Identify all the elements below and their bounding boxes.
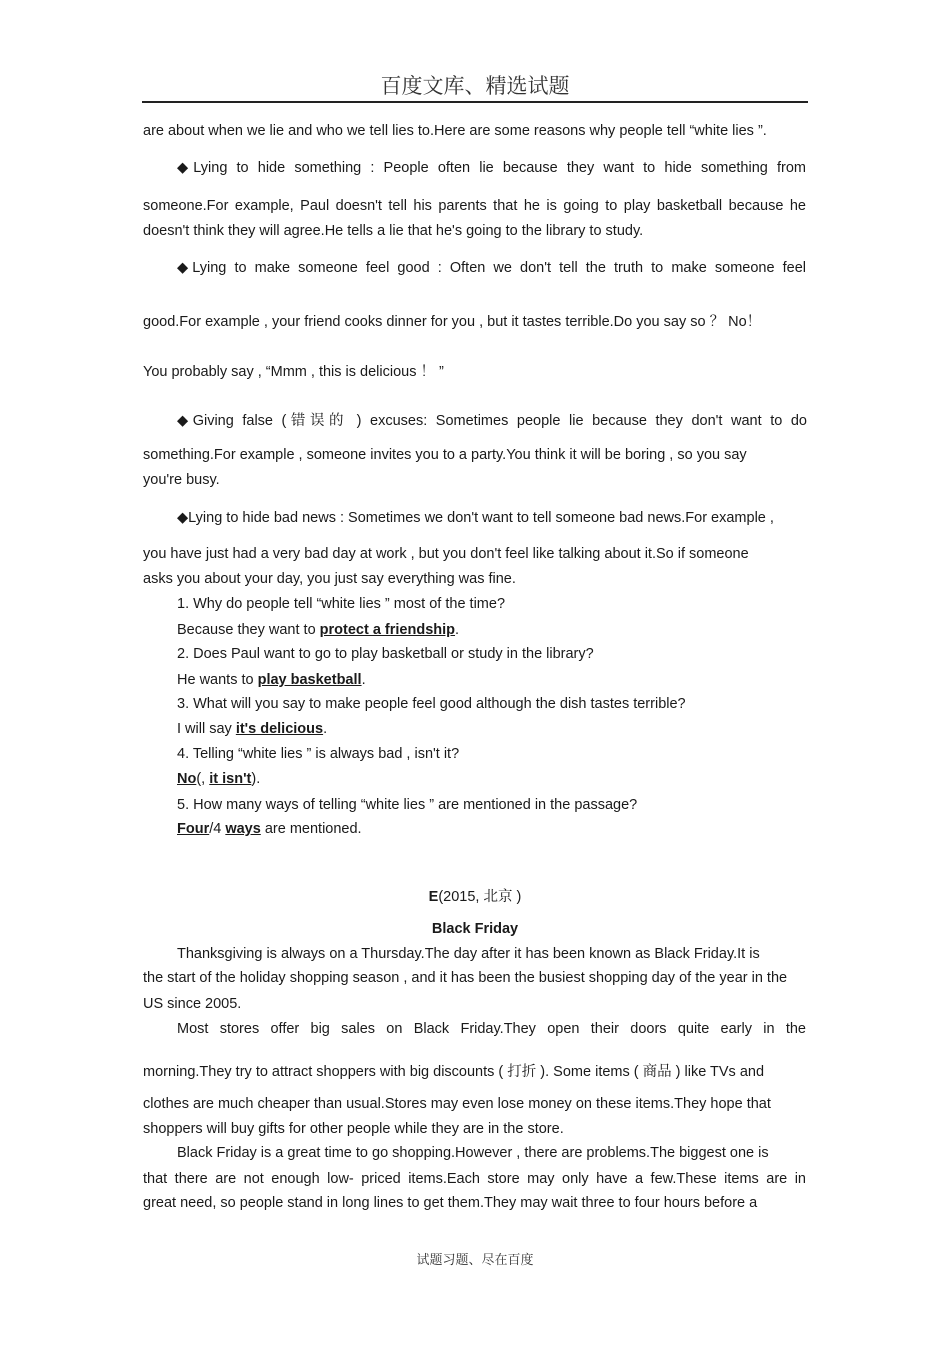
answer-1-key: protect a friendship	[319, 622, 456, 638]
bullet-3-line-2: something.For example , someone invites you to a party.You think it will be boring , so you say	[143, 447, 747, 463]
answer-5-key-b: ways	[225, 821, 261, 837]
section-e-title: Black Friday	[431, 921, 519, 937]
e-para-3-line-1: Black Friday is a great time to go shopping.However , there are problems.The biggest one is	[177, 1145, 769, 1161]
e-para-2-line-4: shoppers will buy gifts for other people while they are in the store.	[143, 1121, 564, 1137]
bullet-1-line-3: doesn't think they will agree.He tells a lie that he's going to the library to study.	[143, 223, 644, 239]
bullet-2-line-1: ◆Lying to make someone feel good : Often we don't tell the truth to make someone feel	[177, 260, 806, 276]
e-para-2-line-2: morning.They try to attract shoppers with big discounts ( 打折 ). Some items ( 商品 ) like TVs and	[143, 1064, 765, 1080]
section-e-heading: E(2015, 北京 )	[428, 889, 522, 905]
answer-3-key: it's delicious	[235, 721, 324, 737]
question-3: 3. What will you say to make people feel good although the dish tastes terrible?	[177, 696, 686, 712]
answer-4-key-a: No	[177, 771, 197, 787]
answer-2-key: play basketball	[257, 672, 362, 688]
e-para-1-line-2: the start of the holiday shopping season , and it has been the busiest shopping day of the year in the	[143, 970, 788, 986]
bullet-4-line-2: you have just had a very bad day at work , but you don't feel like talking about it.So if someone	[143, 546, 749, 562]
bullet-3-line-1: ◆Giving false (错误的 ) excuses: Sometimes people lie because they don't want to do	[177, 413, 807, 429]
answer-3: I will say it's delicious.	[177, 721, 328, 737]
answer-5-key-a: Four	[177, 821, 210, 837]
page-footer: 试题习题、尽在百度	[416, 1253, 534, 1268]
answer-4-key-b: it isn't	[209, 771, 252, 787]
bullet-4-line-3: asks you about your day, you just say everything was fine.	[143, 571, 516, 587]
bullet-2-line-2: good.For example , your friend cooks dinner for you , but it tastes terrible.Do you say so ？ No！	[143, 314, 762, 330]
e-para-1-line-1: Thanksgiving is always on a Thursday.The day after it has been known as Black Friday.It is	[177, 946, 760, 962]
question-5: 5. How many ways of telling “white lies ” are mentioned in the passage?	[177, 797, 638, 813]
question-2: 2. Does Paul want to go to play basketball or study in the library?	[177, 646, 594, 662]
bullet-1-line-1: ◆Lying to hide something : People often lie because they want to hide something from	[177, 160, 806, 176]
e-para-1-line-3: US since 2005.	[143, 996, 242, 1012]
e-para-2-line-3: clothes are much cheaper than usual.Stores may even lose money on these items.They hope that	[143, 1096, 771, 1112]
question-4: 4. Telling “white lies ” is always bad , isn't it?	[177, 746, 460, 762]
page-header-title: 百度文库、精选试题	[380, 74, 570, 98]
bullet-2-line-3: You probably say , “Mmm , this is delicious ！ ”	[143, 364, 444, 380]
bullet-4-line-1: ◆Lying to hide bad news : Sometimes we don't want to tell someone bad news.For example ,	[177, 510, 774, 526]
intro-line: are about when we lie and who we tell lies to.Here are some reasons why people tell “white lies ”.	[143, 123, 767, 139]
e-para-3-line-3: great need, so people stand in long lines to get them.They may wait three to four hours before a	[143, 1195, 758, 1211]
answer-4: No(, it isn't).	[177, 771, 261, 787]
answer-2: He wants to play basketball.	[177, 672, 366, 688]
question-1: 1. Why do people tell “white lies ” most of the time?	[177, 596, 506, 612]
bullet-3-line-3: you're busy.	[143, 472, 220, 488]
e-para-2-line-1: Most stores offer big sales on Black Friday.They open their doors quite early in the	[177, 1021, 806, 1037]
header-divider	[142, 101, 808, 103]
e-para-3-line-2: that there are not enough low- priced items.Each store may only have a few.These items are in	[143, 1171, 806, 1187]
answer-1: Because they want to protect a friendship.	[177, 622, 460, 638]
bullet-1-line-2: someone.For example, Paul doesn't tell his parents that he is going to play basketball because he	[143, 198, 806, 214]
answer-5: Four/4 ways are mentioned.	[177, 821, 362, 837]
